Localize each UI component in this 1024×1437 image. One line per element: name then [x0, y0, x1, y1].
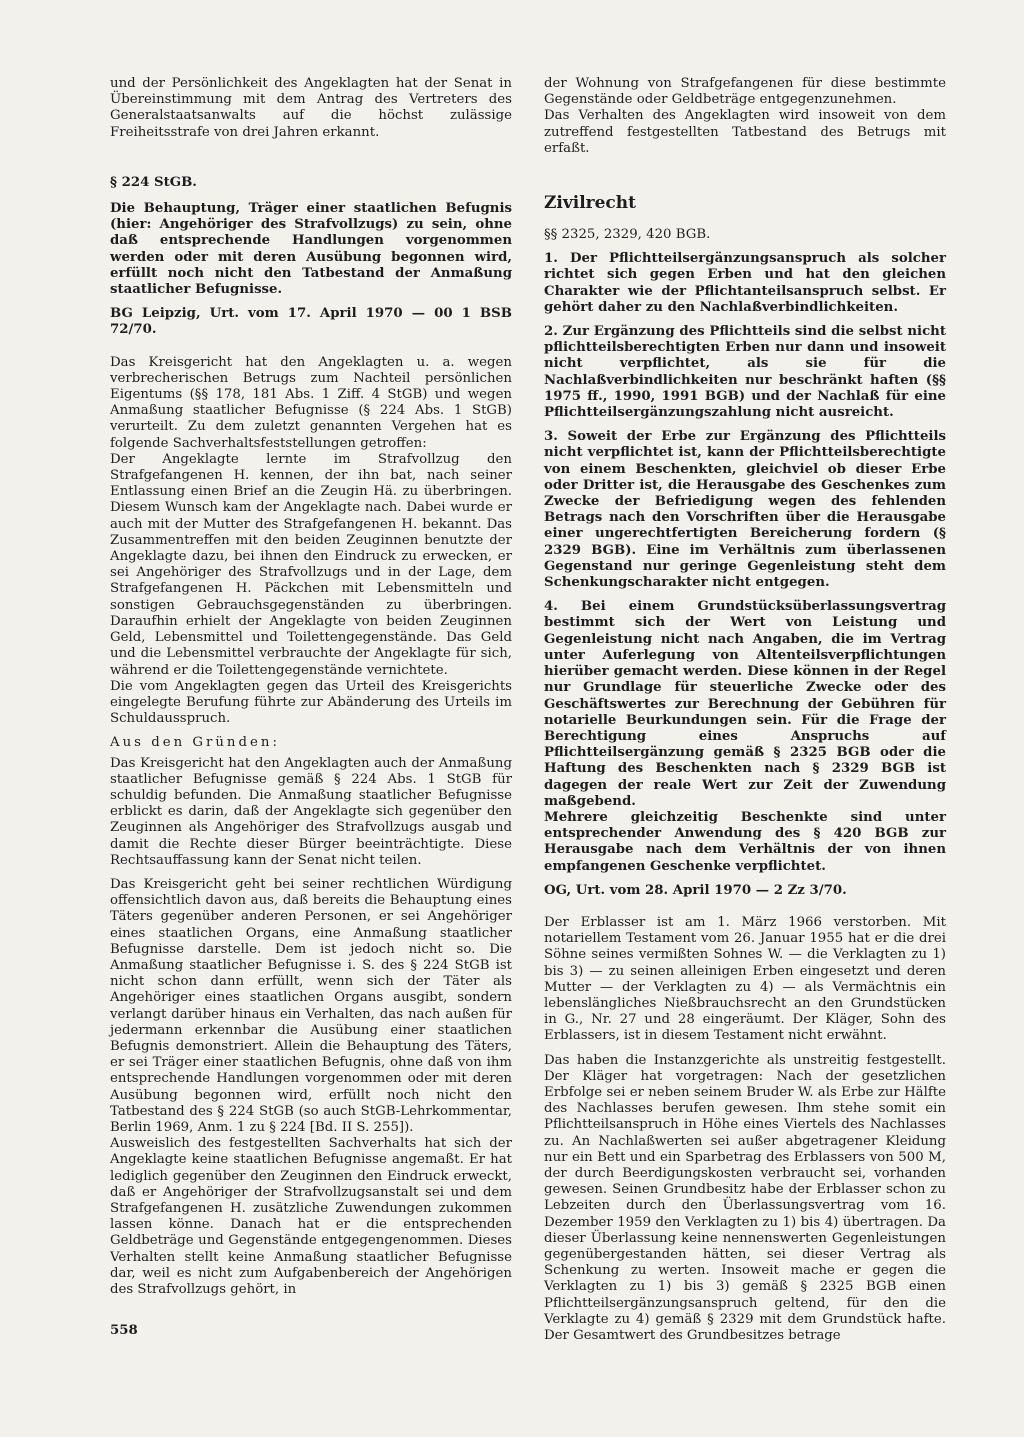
headnote-2: 2. Zur Ergänzung des Pflichtteils sind die selbst nicht pflichtteilsberechtigten Erben nur dann und insoweit nicht verpflichtet, als sie für die Nachlaßverbindlichkeiten nur beschränkt haften (§§ 1975 ff., 1990, 1991 BGB) und der Nachlaß für eine Pflichtteilsergänzungszahlung nicht ausreicht. [544, 324, 946, 421]
court-citation: BG Leipzig, Urt. vom 17. April 1970 — 00 1 BSB 72/70. [110, 306, 512, 338]
left-column [110, 76, 512, 1298]
body-paragraph: der Wohnung von Strafgefangenen für diese bestimmte Gegenstände oder Geldbeträge entgegenzunehmen. [544, 76, 946, 108]
reasons-heading: Aus den Gründen: [110, 735, 280, 751]
headnote-3: 3. Soweit der Erbe zur Ergänzung des Pflichtteils nicht verpflichtet ist, kann der Pflichtteilsberechtigte von einem Beschenkten, gleichviel ob dieser Erbe oder Dritter ist, die Herausgabe des Geschenkes zum Zwecke der Befriedigung wegen des fehlenden Betrags nach den Vorschriften über die Herausgabe einer ungerechtfertigten Bereicherung fordern (§ 2329 BGB). Eine im Verhältnis zum überlassenen Gegenstand nur geringe Gegenleistung steht dem Schenkungscharakter nicht entgegen. [544, 429, 946, 591]
body-paragraph: Der Angeklagte lernte im Strafvollzug den Strafgefangenen H. kennen, der ihn bat, nach seiner Entlassung einen Brief an die Zeugin Hä. zu überbringen. Diesem Wunsch kam der Angeklagte nach. Dabei wurde er auch mit der Mutter des Strafgefangenen H. bekannt. Das Zusammentreffen mit den beiden Zeuginnen benutzte der Angeklagte dazu, bei ihnen den Eindruck zu erwecken, er sei Angehöriger des Strafvollzugs und in der Lage, dem Strafgefangenen H. Päckchen mit Lebensmitteln und sonstigen Gebrauchsgegenständen zu überbringen. Daraufhin erhielt der Angeklagte von beiden Zeuginnen Geld, Lebensmittel und Toilettengegenstände. Das Geld und die Lebensmittel verbrauchte der Angeklagte für sich, während er die Toilettengegenstände vernichtete. [110, 451, 512, 678]
intro-paragraph: und der Persönlichkeit des Angeklagten hat der Senat in Übereinstimmung mit dem Antrag des Vertreters des Generalstaatsanwalts auf die höchst zulässige Freiheitsstrafe von drei Jahren erkannt. [110, 76, 512, 140]
court-citation: OG, Urt. vom 28. April 1970 — 2 Zz 3/70. [544, 882, 847, 898]
statute-heading: §§ 2325, 2329, 420 BGB. [544, 227, 711, 243]
statute-heading: § 224 StGB. [110, 174, 197, 190]
body-paragraph: Das Kreisgericht geht bei seiner rechtlichen Würdigung offensichtlich davon aus, daß bereits die Behauptung eines Täters gegenüber anderen Personen, er sei Angehöriger eines staatlichen Organs, eine Anmaßung staatlicher Befugnisse darstelle. Dem ist jedoch nicht so. Die Anmaßung staatlicher Befugnisse i. S. des § 224 StGB ist nicht schon dann erfüllt, wenn sich der Täter als Angehöriger eines staatlichen Organs ausgibt, sondern verlangt darüber hinaus ein Verhalten, das nach außen für jedermann erkennbar die Ausübung einer staatlichen Befugnis demonstriert. Allein die Behauptung des Täters, er sei Träger einer staatlichen Befugnis, ohne daß von ihm entsprechende Handlungen vorgenommen oder mit deren Ausübung begonnen wird, erfüllt noch nicht den Tatbestand des § 224 StGB (so auch StGB-Lehrkommentar, Berlin 1969, Anm. 1 zu § 224 [Bd. II S. 255]). [110, 876, 512, 1135]
body-paragraph: Das Kreisgericht hat den Angeklagten u. a. wegen verbrecherischen Betrugs zum Nachteil persönlichen Eigentums (§§ 178, 181 Abs. 1 Ziff. 4 StGB) und wegen Anmaßung staatlicher Befugnisse (§ 224 Abs. 1 StGB) verurteilt. Zu dem zuletzt genannten Vergehen hat es folgende Sachverhaltsfeststellungen getroffen: [110, 354, 512, 451]
body-paragraph: Der Erblasser ist am 1. März 1966 verstorben. Mit notariellem Testament vom 26. Januar 1955 hat er die drei Söhne seines vermißten Sohnes W. — die Verklagten zu 1) bis 3) — zu seinen alleinigen Erben eingesetzt und deren Mutter — der Verklagten zu 4) — als Vermächtnis ein lebenslängliches Nießbrauchsrecht an den Grundstücken in G., Nr. 27 und 28 eingeräumt. Der Kläger, Sohn des Erblassers, ist in diesem Testament nicht erwähnt. [544, 914, 946, 1044]
body-paragraph: Das Kreisgericht hat den Angeklagten auch der Anmaßung staatlicher Befugnisse gemäß § 224 Abs. 1 StGB für schuldig befunden. Die Anmaßung staatlicher Befugnisse erblickt es darin, daß der Angeklagte sich gegenüber den Zeuginnen als Angehöriger des Strafvollzugs ausgab und damit die Rechte dieser Bürger beeinträchtigte. Diese Rechtsauffassung kann der Senat nicht teilen. [110, 755, 512, 868]
body-paragraph: Das haben die Instanzgerichte als unstreitig festgestellt. Der Kläger hat vorgetragen: Nach der gesetzlichen Erbfolge sei er neben seinem Bruder W. als Erbe zur Hälfte des Nachlasses berufen gewesen. Ihm stehe somit ein Pflichtteilsanspruch in Höhe eines Viertels des Nachlasses zu. An Nachlaßwerten sei außer abgetragener Kleidung nur ein Bett und ein Sparbetrag des Erblassers von 500 M, der durch Beerdigungskosten verbraucht sei, vorhanden gewesen. Seinen Grundbesitz habe der Erblasser schon zu Lebzeiten durch den Überlassungsvertrag vom 16. Dezember 1959 den Verklagten zu 1) bis 4) übertragen. Da dieser Überlassung keine nennenswerten Gegenleistungen gegenübergestanden hätten, sei dieser Vertrag als Schenkung zu werten. Insoweit mache er gegen die Verklagten zu 1) bis 3) gemäß § 2325 BGB einen Pflichtteilsergänzungsanspruch geltend, für den die Verklagte zu 4) gemäß § 2329 mit dem Grundstück hafte. Der Gesamtwert des Grundbesitzes betrage [544, 1052, 946, 1344]
headnote: Die Behauptung, Träger einer staatlichen Befugnis (hier: Angehöriger des Strafvollzugs) zu sein, ohne daß entsprechende Handlungen vorgenommen werden oder mit deren Ausübung begonnen wird, erfüllt noch nicht den Tatbestand der Anmaßung staatlicher Befugnisse. [110, 201, 512, 298]
headnote-4: 4. Bei einem Grundstücksüberlassungsvertrag bestimmt sich der Wert von Leistung und Gegenleistung nicht nach Angaben, die im Vertrag unter Auferlegung von Altenteilsverpflichtungen hierüber gemacht werden. Diese können in der Regel nur Grundlage für steuerliche Zwecke oder des Geschäftswertes zur Berechnung der Gebühren für notarielle Beurkundungen sein. Für die Frage der Berechtigung eines Anspruchs auf Pflichtteilsergänzung gemäß § 2325 BGB oder die Haftung des Beschenkten nach § 2329 BGB ist dagegen der reale Wert zur Zeit der Zuwendung maßgebend. [544, 599, 946, 809]
right-column [544, 76, 946, 1344]
body-paragraph: Ausweislich des festgestellten Sachverhalts hat sich der Angeklagte keine staatlichen Befugnisse angemaßt. Er hat lediglich gegenüber den Zeuginnen den Eindruck erweckt, daß er Angehöriger der Strafvollzugsanstalt sei und dem Strafgefangenen H. zusätzliche Zuwendungen zukommen lassen könne. Danach hat er die entsprechenden Geldbeträge und Gegenstände entgegengenommen. Dieses Verhalten stellt keine Anmaßung staatlicher Befugnisse dar, weil es nicht zum Aufgabenbereich der Angehörigen des Strafvollzugs gehört, in [110, 1136, 512, 1298]
headnote-5: Mehrere gleichzeitig Beschenkte sind unter entsprechender Anwendung des § 420 BGB zur Herausgabe nach dem Verhältnis der von ihnen empfangenen Geschenke verpflichtet. [544, 809, 946, 874]
headnote-1: 1. Der Pflichtteilsergänzungsanspruch als solcher richtet sich gegen Erben und hat den gleichen Charakter wie der Pflichtanteilsanspruch selbst. Er gehört daher zu den Nachlaßverbindlichkeiten. [544, 251, 946, 315]
body-paragraph: Die vom Angeklagten gegen das Urteil des Kreisgerichts eingelegte Berufung führte zur Abänderung des Urteils im Schuldausspruch. [110, 678, 512, 727]
page-number: 558 [110, 1323, 138, 1338]
section-title: Zivilrecht [544, 193, 636, 214]
body-paragraph: Das Verhalten des Angeklagten wird insoweit von dem zutreffend festgestellten Tatbestand des Betrugs mit erfaßt. [544, 108, 946, 156]
